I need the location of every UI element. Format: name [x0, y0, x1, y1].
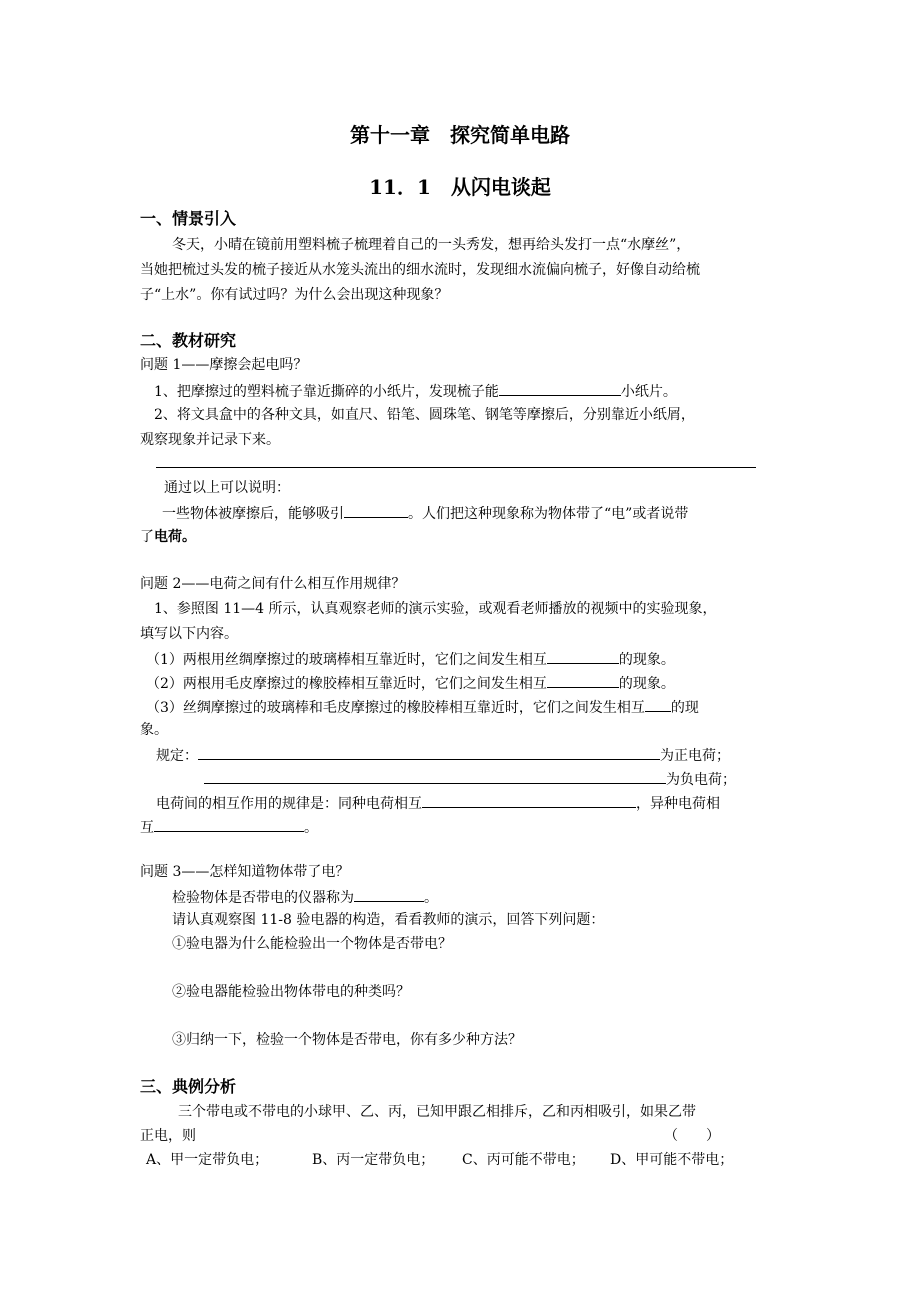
rule-positive-blank[interactable] [198, 744, 660, 760]
rule-positive [156, 744, 730, 764]
q2-item-2 [146, 672, 675, 692]
q3-title: 问题 3——怎样知道物体带了电？ [140, 864, 350, 880]
q3-observe: 请认真观察图 11-8 验电器的构造，看看教师的演示，回答下列问题： [172, 912, 605, 928]
q3-instrument-suffix: 。 [424, 890, 438, 906]
q1-item-1-blank[interactable] [499, 380, 621, 396]
example-line-1: 三个带电或不带电的小球甲、乙、丙，已知甲跟乙相排斥，乙和丙相吸引，如果乙带 [178, 1104, 696, 1120]
chapter-title: 第十一章 探究简单电路 [350, 123, 570, 147]
part1-heading: 一、情景引入 [140, 209, 237, 228]
charge-law-cont-suffix: 。 [304, 820, 318, 836]
answer-bracket[interactable]: （ ） [664, 1128, 720, 1144]
option-d: D、甲可能不带电； [610, 1152, 734, 1168]
q1-conclusion-cont-text: 了 [140, 529, 154, 545]
q2-item-3-cont: 象。 [140, 722, 168, 738]
part1-line-3: 子“上水”。你有试过吗？为什么会出现这种现象？ [140, 287, 449, 303]
q2-title: 问题 2——电荷之间有什么相互作用规律？ [140, 576, 406, 592]
q1-item-1-suffix: 小纸片。 [620, 384, 677, 400]
rule-negative-blank[interactable] [204, 768, 666, 784]
q1-title: 问题 1——摩擦会起电吗？ [140, 357, 308, 373]
charge-law-cont-text: 互 [140, 820, 154, 836]
q2-item-3-text: （3）丝绸摩擦过的玻璃棒和毛皮摩擦过的橡胶棒相互靠近时，它们之间发生相互 [146, 700, 645, 716]
rule-label: 规定： [156, 748, 198, 764]
q3-instrument [172, 886, 438, 906]
charge-law-text: 电荷间的相互作用的规律是：同种电荷相互 [156, 796, 422, 812]
q2-item-1-text: （1）两根用丝绸摩擦过的玻璃棒相互靠近时，它们之间发生相互 [146, 652, 547, 668]
q3-instrument-blank[interactable] [354, 886, 424, 902]
q3-sub-2: ②验电器能检验出物体带电的种类吗？ [172, 984, 410, 1000]
charge-law-mid: ，异种电荷相 [636, 796, 720, 812]
q2-item-3-blank[interactable] [645, 696, 671, 712]
charge-law-cont [140, 816, 318, 836]
answer-line[interactable] [156, 467, 756, 468]
q2-item-2-blank[interactable] [547, 672, 619, 688]
part3-heading: 三、典例分析 [140, 1077, 237, 1096]
q1-item-1 [154, 380, 677, 400]
rule-negative [204, 768, 736, 788]
option-a: A、甲一定带负电； [146, 1152, 269, 1168]
q2-item-1 [146, 648, 675, 668]
q2-item-3 [146, 696, 699, 716]
charge-law-blank-opposite[interactable] [154, 816, 304, 832]
charge-law [156, 792, 720, 812]
part2-heading: 二、教材研究 [140, 331, 237, 350]
charge-law-blank-same[interactable] [422, 792, 636, 808]
electric-charge-term: 电荷。 [154, 529, 196, 545]
q1-item-2: 2、将文具盒中的各种文具，如直尺、铅笔、圆珠笔、钢笔等摩擦后，分别靠近小纸屑， [154, 407, 695, 423]
q3-sub-3: ③归纳一下，检验一个物体是否带电，你有多少种方法？ [172, 1032, 522, 1048]
q1-conclusion-suffix: 。人们把这种现象称为物体带了“电”或者说带 [408, 506, 689, 522]
q1-conclusion-blank[interactable] [344, 502, 408, 518]
q1-conclusion [162, 502, 688, 522]
section-title: 11．1 从闪电谈起 [369, 175, 551, 199]
q2-intro: 1、参照图 11—4 所示，认真观察老师的演示实验，或观看老师播放的视频中的实验现象， [154, 601, 717, 617]
example-line-2: 正电，则 [140, 1128, 196, 1144]
q2-intro-cont: 填写以下内容。 [140, 626, 238, 642]
part1-line-2: 当她把梳过头发的梳子接近从水笼头流出的细水流时，发现细水流偏向梳子，好像自动给梳 [140, 262, 700, 278]
q1-conclusion-cont [140, 527, 196, 547]
q3-instrument-text: 检验物体是否带电的仪器称为 [172, 890, 354, 906]
q2-item-1-suffix: 的现象。 [618, 652, 675, 668]
q2-item-1-blank[interactable] [547, 648, 619, 664]
q1-item-1-text: 1、把摩擦过的塑料梳子靠近撕碎的小纸片，发现梳子能 [154, 384, 499, 400]
q1-conclusion-text: 一些物体被摩擦后，能够吸引 [162, 506, 344, 522]
part1-line-1: 冬天，小晴在镜前用塑料梳子梳理着自己的一头秀发，想再给头发打一点“水摩丝”， [172, 237, 691, 253]
q2-item-2-suffix: 的现象。 [618, 676, 675, 692]
option-c: C、丙可能不带电； [462, 1152, 585, 1168]
q3-sub-1: ①验电器为什么能检验出一个物体是否带电？ [172, 936, 452, 952]
rule-negative-text: 为负电荷； [666, 772, 736, 788]
option-b: B、丙一定带负电； [312, 1152, 435, 1168]
q2-item-2-text: （2）两根用毛皮摩擦过的橡胶棒相互靠近时，它们之间发生相互 [146, 676, 547, 692]
q1-item-2-cont: 观察现象并记录下来。 [140, 432, 280, 448]
rule-positive-text: 为正电荷； [660, 748, 730, 764]
q2-item-3-suffix: 的现 [670, 700, 699, 716]
q1-conclusion-intro: 通过以上可以说明： [164, 480, 290, 496]
